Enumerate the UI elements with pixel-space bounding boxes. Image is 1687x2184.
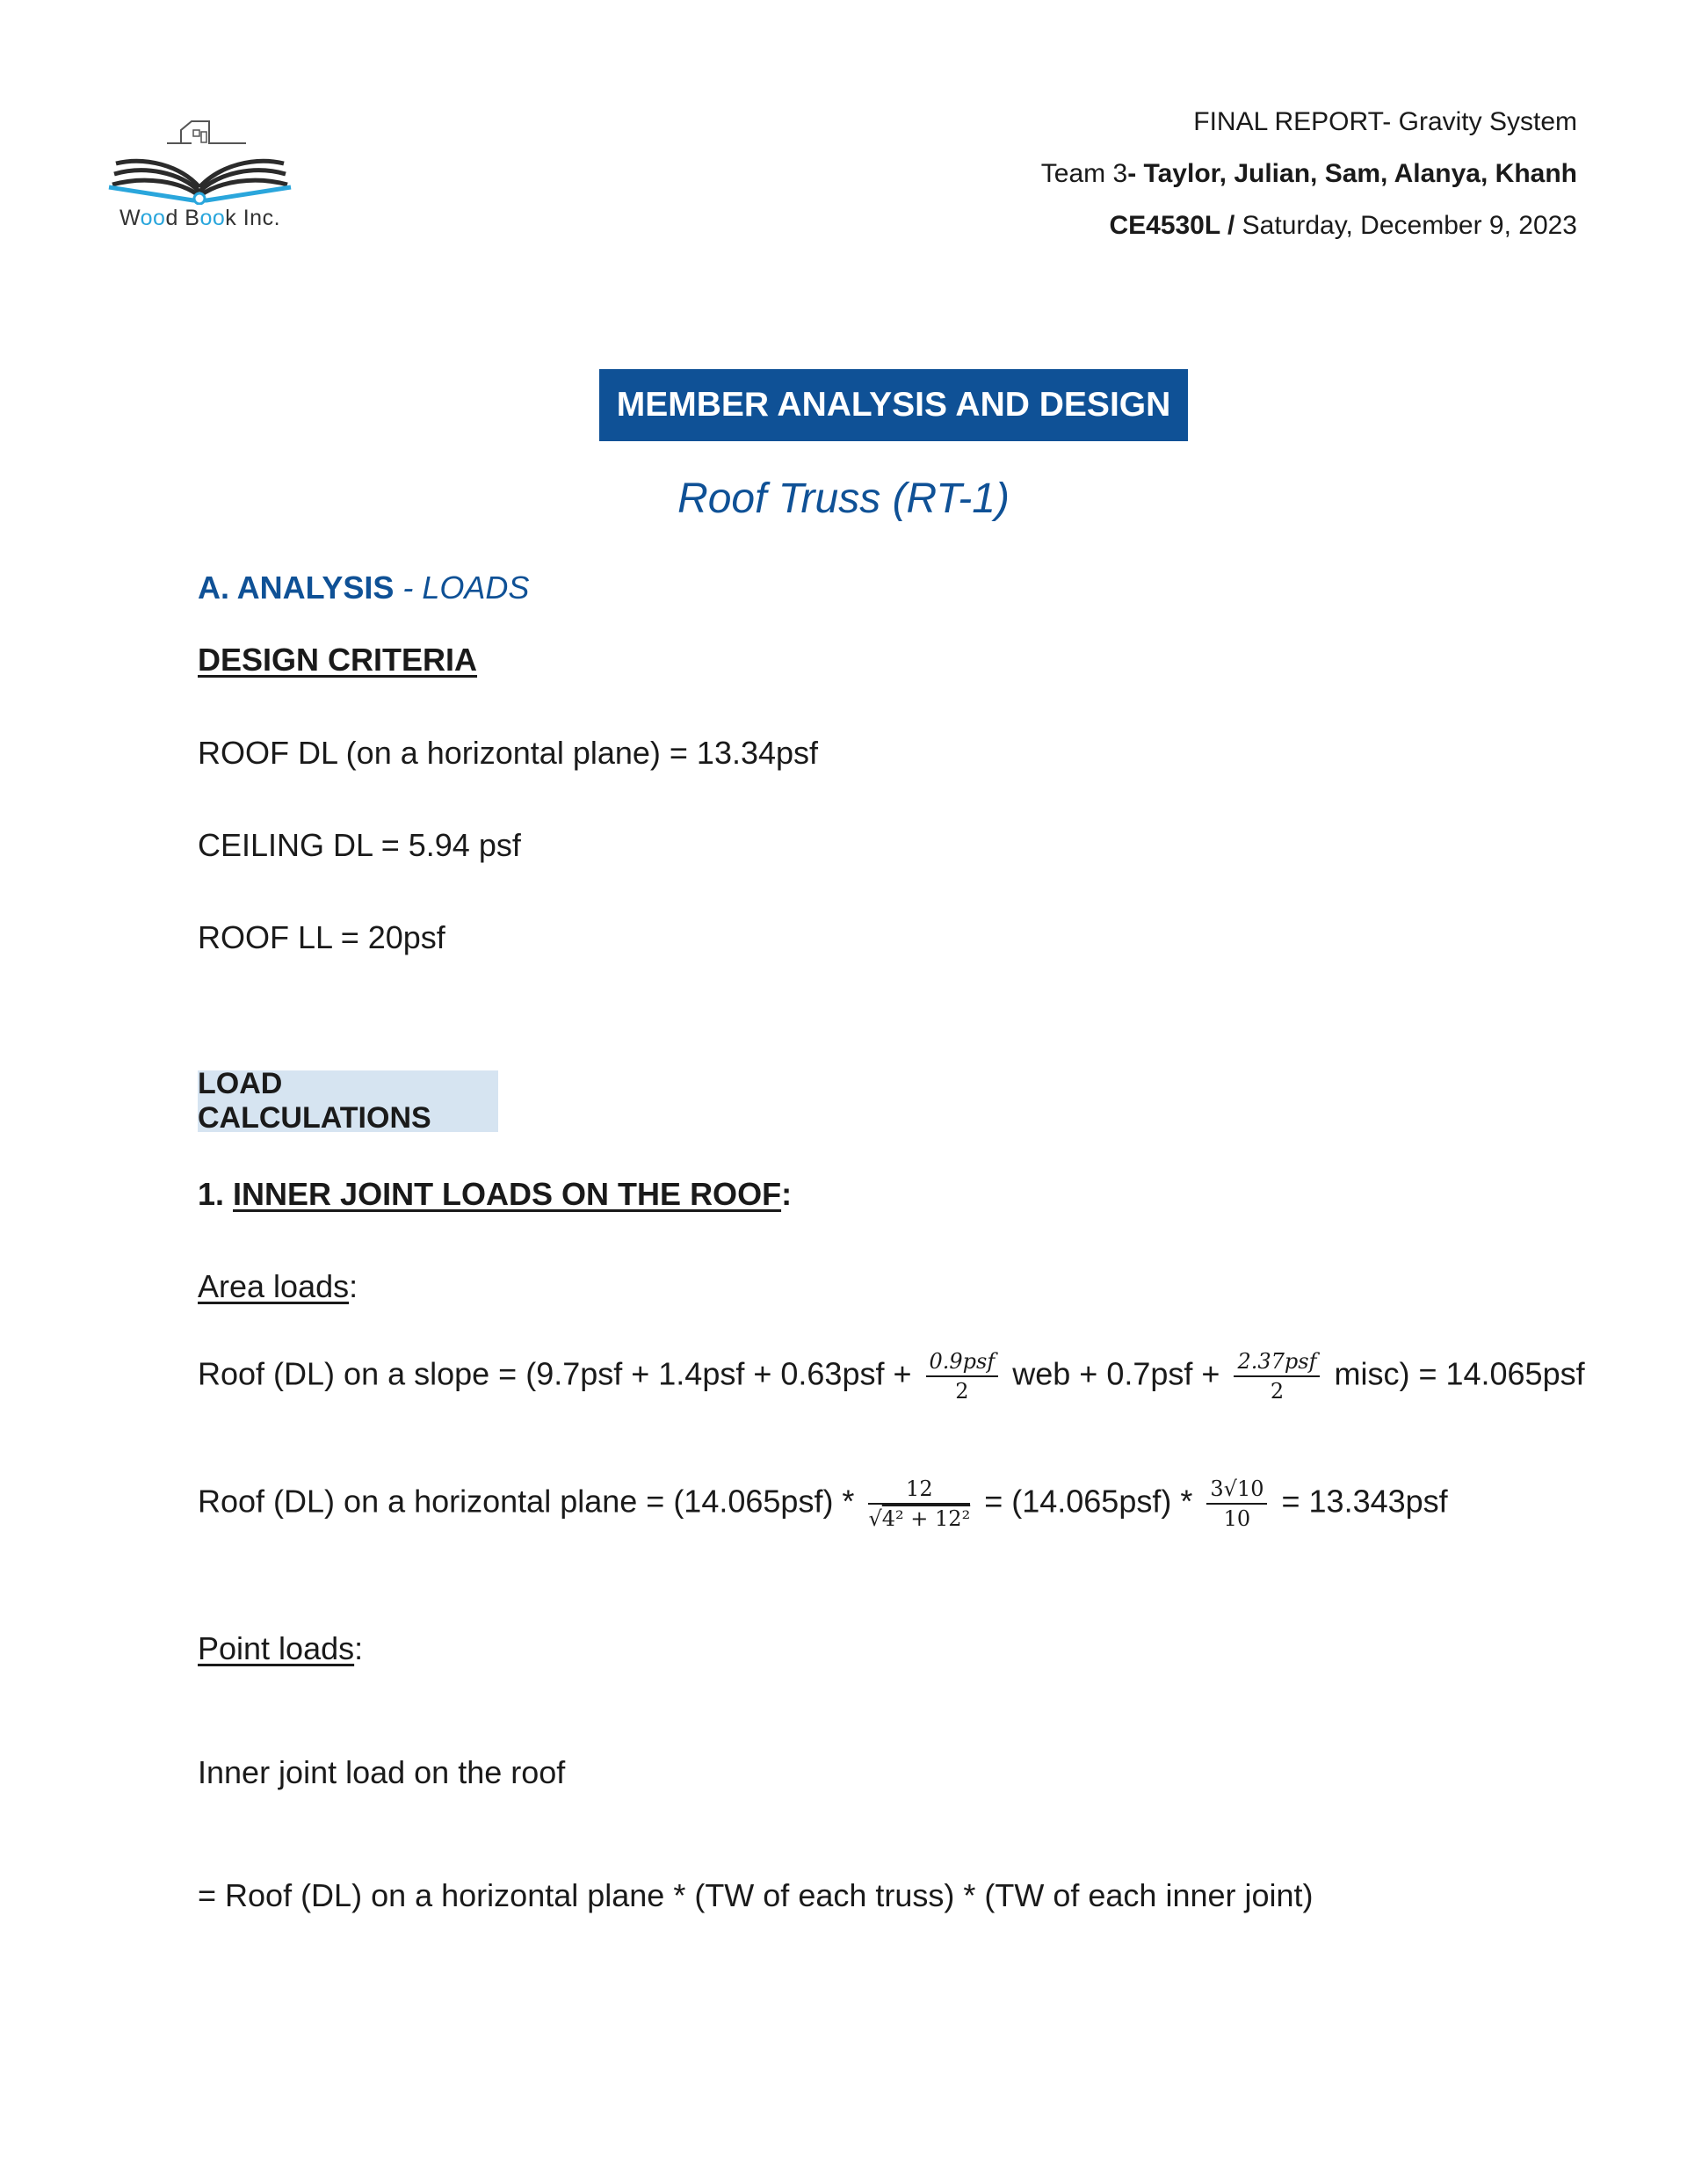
fraction-misc: $\frac{\text{2.37psf}}{2}$ (1234, 1349, 1320, 1404)
page-subtitle: Roof Truss (RT-1) (677, 475, 1010, 522)
logo-wordmark: Wood Book Inc. (119, 206, 281, 230)
roof-ll-line: ROOF LL = 20psf (198, 919, 445, 955)
inner-joint-label: Inner joint load on the roof (198, 1754, 566, 1790)
design-criteria-heading: DESIGN CRITERIA (198, 642, 478, 678)
fraction-simplified: $\frac{3√10}{10}$ (1206, 1477, 1267, 1531)
company-logo (105, 104, 294, 236)
open-book-icon (105, 104, 294, 205)
section-heading: A. ANALYSIS - LOADS (198, 570, 530, 606)
team-line: Team 3- Taylor, Julian, Sam, Alanya, Khanh (1040, 159, 1577, 188)
inner-joint-equation: = Roof (DL) on a horizontal plane * (TW of each truss) * (TW of each inner joint) (198, 1877, 1314, 1913)
course-date-line: CE4530L / Saturday, December 9, 2023 (1109, 211, 1577, 240)
horizontal-equation: Roof (DL) on a horizontal plane = (14.065psf) * $\frac{12}{\text{√4² + 12²}}$ = (14.065psf) * $\frac{3√10}{10}$ = 13.343psf (198, 1477, 1448, 1531)
roof-dl-line: ROOF DL (on a horizontal plane) = 13.34psf (198, 735, 819, 771)
fraction-web: $\frac{\text{0.9psf}}{2}$ (926, 1349, 999, 1404)
area-loads-label: Area loads: (198, 1268, 358, 1304)
item-1-heading: 1. INNER JOINT LOADS ON THE ROOF: (198, 1176, 793, 1212)
report-title: FINAL REPORT- Gravity System (1193, 107, 1577, 136)
slope-equation: Roof (DL) on a slope = (9.7psf + 1.4psf + 0.63psf + $\frac{\text{0.9psf}}{2}$ web + 0.7psf + $\frac{\text{2.37psf}}{2}$ misc) = 14.065psf (198, 1349, 1585, 1404)
point-loads-label: Point loads: (198, 1630, 364, 1666)
fraction-slope-ratio: $\frac{12}{\text{√4² + 12²}}$ (868, 1477, 971, 1531)
load-calculations-heading: LOAD CALCULATIONS (198, 1070, 498, 1132)
ceiling-dl-line: CEILING DL = 5.94 psf (198, 827, 521, 863)
section-banner: MEMBER ANALYSIS AND DESIGN (599, 369, 1188, 441)
